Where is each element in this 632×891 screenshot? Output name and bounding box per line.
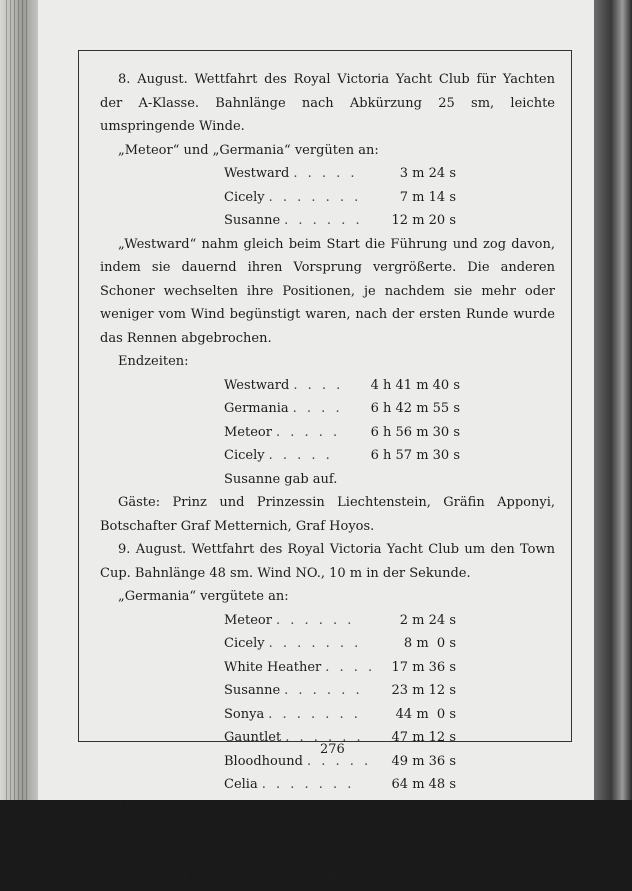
table-row bbox=[224, 209, 456, 233]
time-value: 6 h 56 m 30 s bbox=[370, 424, 460, 440]
yacht-name: Cicely bbox=[224, 636, 265, 651]
table-row bbox=[224, 656, 456, 680]
leader-dots: . . . . . . bbox=[284, 683, 363, 698]
leader-dots: . . . . . . . bbox=[268, 636, 362, 651]
book-spine bbox=[0, 0, 38, 800]
paragraph-handicap-intro-1: „Meteor“ und „Germania“ vergüten an: bbox=[118, 142, 379, 158]
time-value: 64 m 48 s bbox=[391, 777, 456, 792]
table-row bbox=[224, 773, 456, 797]
table-row bbox=[224, 632, 456, 656]
yacht-name: Cicely bbox=[224, 189, 265, 205]
leader-dots: . . . . . . bbox=[275, 612, 355, 628]
yacht-name: Westward bbox=[224, 377, 290, 393]
table-row bbox=[224, 703, 456, 727]
table-row bbox=[224, 397, 460, 421]
yacht-name: Bloodhound bbox=[224, 753, 303, 769]
time-value: 2 m 24 s bbox=[399, 612, 456, 628]
paragraph-race-aug-9: 9. August. Wettfahrt des Royal Victoria Yacht Club um den Town Cup. Bahnlänge 48 sm. Wind NO., 10 m in der Sekunde. bbox=[100, 542, 555, 581]
time-value: 3 m 24 s bbox=[399, 166, 456, 181]
time-value: 49 m 36 s bbox=[391, 753, 456, 769]
leader-dots: . . . . . . . bbox=[268, 189, 362, 205]
table-row bbox=[224, 444, 460, 468]
table-row bbox=[224, 679, 456, 703]
leader-dots: . . . . bbox=[325, 659, 376, 675]
paragraph-handicap-intro-2: „Germania“ vergütete an: bbox=[118, 589, 289, 604]
time-value: 4 h 41 m 40 s bbox=[370, 377, 460, 393]
yacht-name: Celia bbox=[224, 777, 258, 792]
time-value: 6 h 42 m 55 s bbox=[370, 401, 460, 416]
time-value: 8 m 0 s bbox=[403, 636, 456, 651]
paragraph-final-times-label: Endzeiten: bbox=[118, 354, 189, 369]
leader-dots: . . . . . . bbox=[285, 730, 364, 745]
book-edge bbox=[594, 0, 632, 800]
paragraph-guests: Gäste: Prinz und Prinzessin Liechtenstein, Gräfin Apponyi, Botschafter Graf Metternich, Graf Hoyos. bbox=[100, 495, 555, 534]
paragraph-race-report: „Westward“ nahm gleich beim Start die Führung und zog davon, indem sie dauernd ihren Vorsprung vergrößerte. Die anderen Schoner wechselten ihre Positionen, je nachdem sie mehr oder weniger vom Wind begünstigt waren, nach der ersten Runde wurde das Rennen abgebrochen. bbox=[100, 236, 555, 346]
time-value: 12 m 20 s bbox=[391, 213, 456, 228]
page-body bbox=[100, 68, 555, 891]
leader-dots: . . . . . bbox=[306, 753, 372, 769]
yacht-name: Westward bbox=[224, 166, 290, 181]
handicap-table-1 bbox=[224, 162, 456, 233]
leader-dots: . . . . . . bbox=[284, 213, 363, 228]
paragraph-race-aug-8: 8. August. Wettfahrt des Royal Victoria Yacht Club für Yachten der A-Klasse. Bahnlänge nach Abkürzung 25 sm, leichte umspringende Winde. bbox=[100, 72, 555, 134]
time-value: 17 m 36 s bbox=[391, 659, 456, 675]
time-value: 44 m 0 s bbox=[395, 706, 456, 722]
yacht-name: Meteor bbox=[224, 612, 272, 628]
yacht-name: Meteor bbox=[224, 424, 272, 440]
page-number: 276 bbox=[320, 742, 345, 757]
yacht-name: Sonya bbox=[224, 706, 265, 722]
leader-dots: . . . . . bbox=[268, 448, 333, 463]
leader-dots: . . . . . bbox=[293, 166, 358, 181]
time-value: 23 m 12 s bbox=[391, 683, 456, 698]
yacht-name: Germania bbox=[224, 401, 289, 416]
table-row bbox=[224, 421, 460, 445]
handicap-table-2 bbox=[224, 609, 456, 797]
leader-dots: . . . . . . . bbox=[268, 706, 361, 722]
time-value: 6 h 57 m 30 s bbox=[370, 448, 460, 463]
yacht-name: Cicely bbox=[224, 448, 265, 463]
paragraph-susanne-retired: Susanne gab auf. bbox=[224, 471, 338, 487]
leader-dots: . . . . . bbox=[275, 424, 341, 440]
leader-dots: . . . . bbox=[293, 377, 344, 393]
yacht-name: Gauntlet bbox=[224, 730, 282, 745]
leader-dots: . . . . bbox=[292, 401, 343, 416]
final-times-table bbox=[224, 374, 460, 468]
yacht-name: Susanne bbox=[224, 683, 281, 698]
leader-dots: . . . . . . . bbox=[261, 777, 355, 792]
time-value: 7 m 14 s bbox=[399, 189, 456, 205]
table-row bbox=[224, 162, 456, 186]
paragraph-start-description: Der Start war ein wirklich schöner Anblick. Sechs große Yachten in hoher Fahrt, „Meteor“ zu luvward, dann „Cicely“, „Germania“, „White Heather“, „Susanne“ und „Sonya“ traten nahezu in Linie, etwa 3 s nach dem Schuß, auf die Bahn. bbox=[100, 800, 555, 886]
time-value: 47 m 12 s bbox=[391, 730, 456, 745]
table-row bbox=[224, 374, 460, 398]
yacht-name: Susanne bbox=[224, 213, 281, 228]
table-row bbox=[224, 186, 456, 210]
table-row bbox=[224, 609, 456, 633]
yacht-name: White Heather bbox=[224, 659, 322, 675]
